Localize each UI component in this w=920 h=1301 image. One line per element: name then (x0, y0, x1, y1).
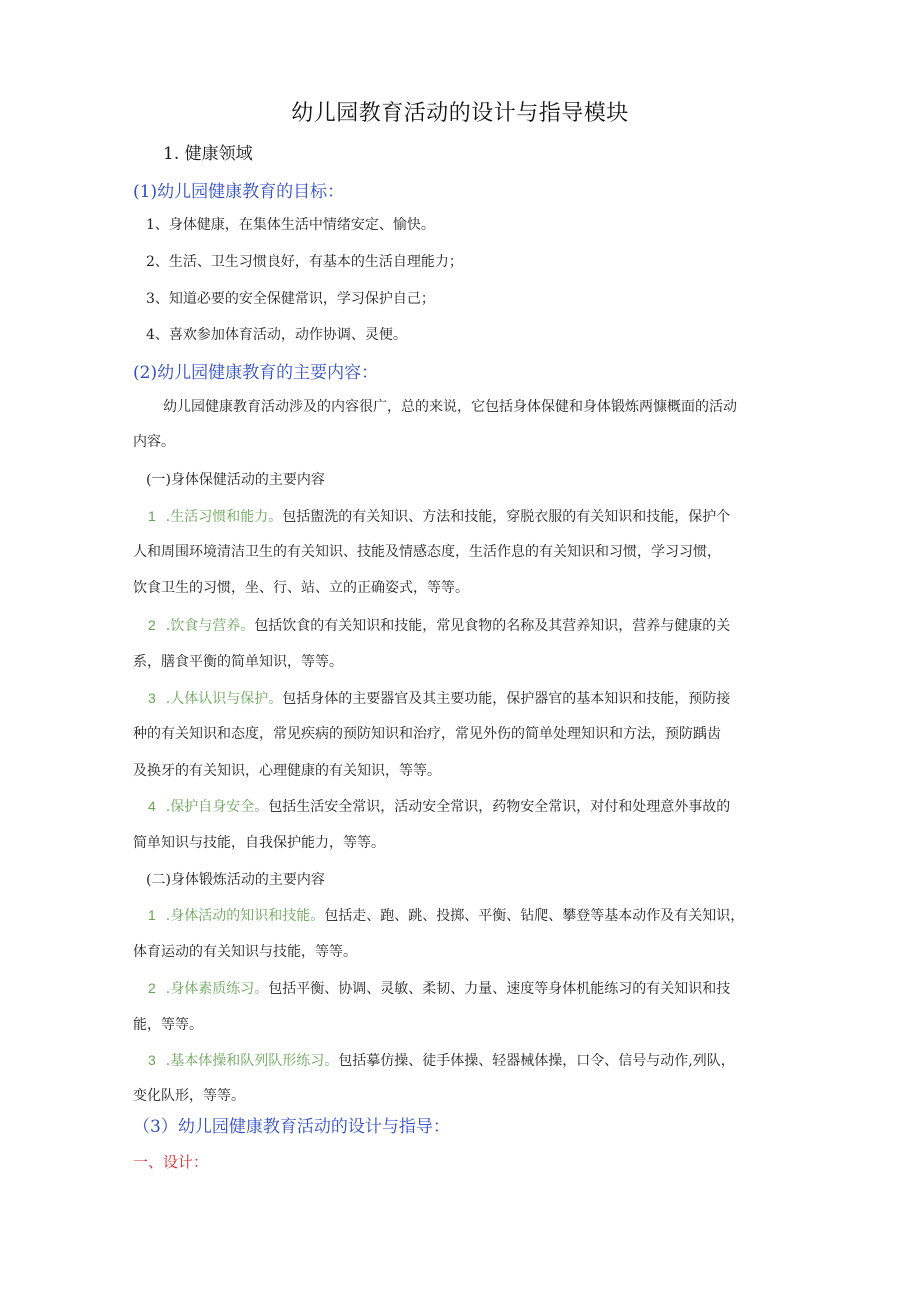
care-item-1 (148, 506, 730, 526)
item-heading: .基本体操和队列队形练习。 (165, 1053, 339, 1069)
item-heading: .饮食与营养。 (165, 618, 255, 634)
item-text: 包括盥洗的有关知识、方法和技能，穿脱衣服的有关知识和技能，保护个 (282, 509, 731, 525)
item-text: 包括饮食的有关知识和技能，常见食物的名称及其营养知识，营养与健康的关 (254, 618, 731, 634)
subheading-body-exercise: (二)身体锻炼活动的主要内容 (146, 872, 325, 888)
exercise-item-2 (148, 978, 730, 998)
goal-item: 3、知道必要的安全保健常识，学习保护自己； (146, 291, 435, 307)
item-number: 1 (148, 907, 156, 923)
care-item-3-line: 种的有关知识和态度，常见疾病的预防知识和治疗，常见外伤的简单处理知识和方法，预防踽齿 (133, 726, 721, 742)
exercise-item-2-line: 能，等等。 (133, 1017, 203, 1033)
care-item-4 (148, 796, 730, 816)
care-item-3 (148, 688, 730, 708)
goal-item: 1、身体健康，在集体生活中情绪安定、愉快。 (146, 217, 435, 233)
item-text: 包括生活安全常识，活动安全常识，药物安全常识，对付和处理意外事故的 (268, 799, 731, 815)
heading-design-guidance: （3）幼儿园健康教育活动的设计与指导： (133, 1117, 450, 1137)
care-item-4-line: 简单知识与技能，自我保护能力，等等。 (133, 835, 385, 851)
goal-item: 2、生活、卫生习惯良好，有基本的生活自理能力； (146, 254, 463, 270)
page-title: 幼儿园教育活动的设计与指导模块 (291, 101, 629, 126)
care-item-2-line: 系，膳食平衡的简单知识，等等。 (133, 654, 343, 670)
item-number: 3 (148, 1052, 156, 1068)
section-heading-health: 1. 健康领域 (163, 144, 253, 164)
item-number: 4 (148, 798, 156, 814)
care-item-1-line: 人和周围环境清洁卫生的有关知识、技能及情感态度，生活作息的有关知识和习惯，学习习惯， (133, 544, 721, 560)
exercise-item-3-line: 变化队形，等等。 (133, 1088, 245, 1104)
item-heading: .身体活动的知识和技能。 (165, 908, 325, 924)
heading-goals: (1)幼儿园健康教育的目标： (133, 182, 345, 202)
item-text: 包括摹仿操、徒手体操、轻器械体操，口令、信号与动作,列队， (338, 1053, 735, 1069)
item-number: 2 (148, 617, 156, 633)
heading-content: (2)幼儿园健康教育的主要内容： (133, 363, 379, 383)
care-item-2 (148, 615, 730, 635)
item-number: 1 (148, 508, 156, 524)
item-number: 2 (148, 980, 156, 996)
exercise-item-1 (148, 905, 744, 925)
exercise-item-1-line: 体育运动的有关知识与技能，等等。 (133, 944, 357, 960)
item-text: 包括平衡、协调、灵敏、柔韧、力量、速度等身体机能练习的有关知识和技 (268, 981, 731, 997)
item-text: 包括走、跑、跳、投掷、平衡、钻爬、攀登等基本动作及有关知识， (324, 908, 745, 924)
goal-item: 4、喜欢参加体育活动，动作协调、灵便。 (146, 327, 407, 343)
item-number: 3 (148, 690, 156, 706)
item-heading: .生活习惯和能力。 (165, 509, 283, 525)
subheading-body-care: (一)身体保健活动的主要内容 (146, 472, 325, 488)
exercise-item-3 (148, 1050, 735, 1070)
care-item-1-line: 饮食卫生的习惯，坐、行、站、立的正确姿式，等等。 (133, 580, 469, 596)
item-text: 包括身体的主要器官及其主要功能，保护器官的基本知识和技能，预防接 (282, 691, 731, 707)
intro-line: 内容。 (133, 434, 175, 450)
item-heading: .保护自身安全。 (165, 799, 269, 815)
item-heading: .身体素质练习。 (165, 981, 269, 997)
intro-line: 幼儿园健康教育活动涉及的内容很广，总的来说，它包括身体保健和身体锻炼两慷概面的活动 (163, 399, 737, 415)
design-label: 一、设计： (133, 1153, 209, 1171)
care-item-3-line: 及换牙的有关知识，心理健康的有关知识，等等。 (133, 763, 441, 779)
item-heading: .人体认识与保护。 (165, 691, 283, 707)
